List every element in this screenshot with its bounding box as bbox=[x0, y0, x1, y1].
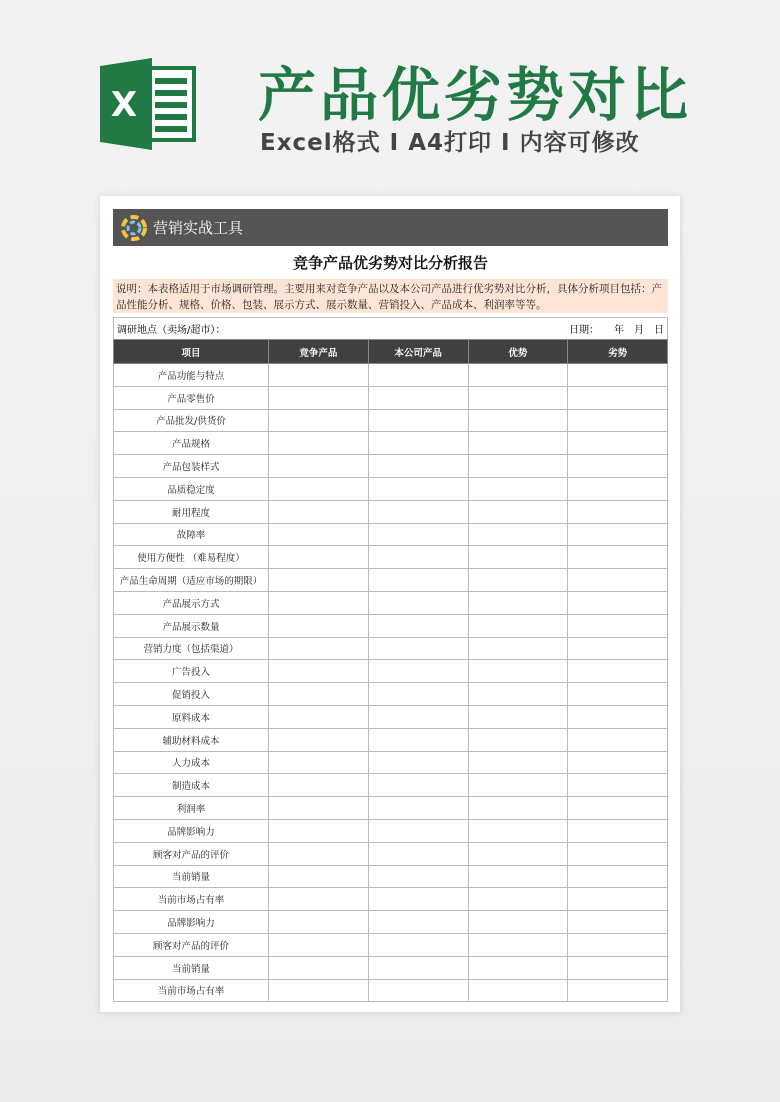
table-cell[interactable] bbox=[468, 591, 568, 614]
row-label: 产品包装样式 bbox=[114, 455, 269, 478]
table-cell[interactable] bbox=[269, 500, 369, 523]
table-row bbox=[114, 819, 668, 842]
row-label: 当前市场占有率 bbox=[114, 979, 269, 1002]
table-cell[interactable] bbox=[269, 637, 369, 660]
table-cell[interactable] bbox=[368, 569, 468, 592]
table-cell[interactable] bbox=[269, 432, 369, 455]
table-cell[interactable] bbox=[568, 979, 668, 1002]
table-row bbox=[114, 888, 668, 911]
table-cell[interactable] bbox=[269, 774, 369, 797]
table-cell[interactable] bbox=[568, 637, 668, 660]
comparison-table bbox=[113, 339, 668, 1002]
row-label: 辅助材料成本 bbox=[114, 728, 269, 751]
table-cell[interactable] bbox=[468, 751, 568, 774]
table-cell[interactable] bbox=[269, 523, 369, 546]
row-label: 产品批发/供货价 bbox=[114, 409, 269, 432]
page-title: 产品优劣势对比 bbox=[258, 61, 693, 129]
table-row bbox=[114, 477, 668, 500]
table-cell[interactable] bbox=[368, 705, 468, 728]
table-cell[interactable] bbox=[368, 386, 468, 409]
table-cell[interactable] bbox=[368, 683, 468, 706]
table-cell[interactable] bbox=[568, 797, 668, 820]
row-label: 促销投入 bbox=[114, 683, 269, 706]
table-cell[interactable] bbox=[368, 614, 468, 637]
column-header: 优势 bbox=[468, 340, 568, 364]
row-label: 故障率 bbox=[114, 523, 269, 546]
table-row bbox=[114, 956, 668, 979]
table-cell[interactable] bbox=[368, 956, 468, 979]
table-cell[interactable] bbox=[568, 842, 668, 865]
row-label: 品质稳定度 bbox=[114, 477, 269, 500]
column-header: 劣势 bbox=[568, 340, 668, 364]
table-cell[interactable] bbox=[468, 364, 568, 387]
table-cell[interactable] bbox=[368, 911, 468, 934]
table-row bbox=[114, 865, 668, 888]
table-row bbox=[114, 933, 668, 956]
table-cell[interactable] bbox=[568, 500, 668, 523]
table-cell[interactable] bbox=[568, 569, 668, 592]
table-cell[interactable] bbox=[568, 477, 668, 500]
table-cell[interactable] bbox=[568, 751, 668, 774]
row-label: 原料成本 bbox=[114, 705, 269, 728]
table-cell[interactable] bbox=[568, 364, 668, 387]
table-cell[interactable] bbox=[368, 591, 468, 614]
table-cell[interactable] bbox=[269, 660, 369, 683]
table-cell[interactable] bbox=[269, 933, 369, 956]
info-row bbox=[113, 317, 668, 339]
row-label: 耐用程度 bbox=[114, 500, 269, 523]
table-cell[interactable] bbox=[269, 842, 369, 865]
table-cell[interactable] bbox=[368, 842, 468, 865]
table-row bbox=[114, 569, 668, 592]
table-cell[interactable] bbox=[468, 500, 568, 523]
table-row bbox=[114, 911, 668, 934]
brand-name: 营销实战工具 bbox=[153, 219, 244, 237]
table-cell[interactable] bbox=[269, 865, 369, 888]
table-row bbox=[114, 546, 668, 569]
table-cell[interactable] bbox=[368, 409, 468, 432]
row-label: 当前销量 bbox=[114, 956, 269, 979]
row-label: 品牌影响力 bbox=[114, 911, 269, 934]
table-cell[interactable] bbox=[568, 614, 668, 637]
table-cell[interactable] bbox=[468, 705, 568, 728]
table-cell[interactable] bbox=[368, 455, 468, 478]
table-row bbox=[114, 797, 668, 820]
table-row bbox=[114, 774, 668, 797]
table-cell[interactable] bbox=[568, 546, 668, 569]
row-label: 广告投入 bbox=[114, 660, 269, 683]
table-cell[interactable] bbox=[269, 591, 369, 614]
table-cell[interactable] bbox=[468, 728, 568, 751]
table-cell[interactable] bbox=[269, 979, 369, 1002]
table-cell[interactable] bbox=[468, 455, 568, 478]
table-cell[interactable] bbox=[368, 979, 468, 1002]
row-label: 产品生命周期（适应市场的期限） bbox=[114, 569, 269, 592]
table-row bbox=[114, 842, 668, 865]
table-cell[interactable] bbox=[368, 751, 468, 774]
table-row bbox=[114, 455, 668, 478]
table-cell[interactable] bbox=[368, 933, 468, 956]
table-cell[interactable] bbox=[468, 386, 568, 409]
table-row bbox=[114, 751, 668, 774]
table-cell[interactable] bbox=[269, 683, 369, 706]
table-cell[interactable] bbox=[568, 728, 668, 751]
table-row bbox=[114, 386, 668, 409]
table-cell[interactable] bbox=[468, 842, 568, 865]
table-cell[interactable] bbox=[368, 888, 468, 911]
table-row bbox=[114, 705, 668, 728]
row-label: 营销力度（包括渠道） bbox=[114, 637, 269, 660]
table-cell[interactable] bbox=[468, 911, 568, 934]
table-cell[interactable] bbox=[568, 933, 668, 956]
table-cell[interactable] bbox=[468, 819, 568, 842]
table-cell[interactable] bbox=[568, 911, 668, 934]
table-cell[interactable] bbox=[568, 409, 668, 432]
table-cell[interactable] bbox=[568, 432, 668, 455]
page-subtitle: Excel格式 I A4打印 I 内容可修改 bbox=[260, 130, 640, 156]
table-row bbox=[114, 683, 668, 706]
table-cell[interactable] bbox=[269, 386, 369, 409]
table-cell[interactable] bbox=[568, 865, 668, 888]
table-cell[interactable] bbox=[568, 591, 668, 614]
table-cell[interactable] bbox=[269, 728, 369, 751]
table-cell[interactable] bbox=[468, 888, 568, 911]
table-cell[interactable] bbox=[468, 546, 568, 569]
table-cell[interactable] bbox=[368, 546, 468, 569]
table-cell[interactable] bbox=[269, 751, 369, 774]
table-cell[interactable] bbox=[568, 455, 668, 478]
table-cell[interactable] bbox=[269, 455, 369, 478]
row-label: 制造成本 bbox=[114, 774, 269, 797]
table-row bbox=[114, 728, 668, 751]
table-cell[interactable] bbox=[368, 728, 468, 751]
row-label: 产品展示数量 bbox=[114, 614, 269, 637]
table-cell[interactable] bbox=[269, 546, 369, 569]
date-label: 日期： 年 月 日 bbox=[569, 325, 664, 336]
table-cell[interactable] bbox=[368, 774, 468, 797]
table-cell[interactable] bbox=[368, 477, 468, 500]
table-cell[interactable] bbox=[568, 523, 668, 546]
table-cell[interactable] bbox=[269, 797, 369, 820]
table-cell[interactable] bbox=[468, 614, 568, 637]
table-cell[interactable] bbox=[368, 500, 468, 523]
brand-logo-icon bbox=[121, 215, 147, 241]
table-cell[interactable] bbox=[269, 614, 369, 637]
table-row bbox=[114, 637, 668, 660]
row-label: 品牌影响力 bbox=[114, 819, 269, 842]
excel-icon bbox=[100, 58, 198, 150]
table-cell[interactable] bbox=[269, 705, 369, 728]
brand-bar bbox=[113, 209, 668, 246]
table-cell[interactable] bbox=[269, 569, 369, 592]
table-cell[interactable] bbox=[468, 477, 568, 500]
document-preview bbox=[100, 196, 680, 1012]
table-cell[interactable] bbox=[468, 797, 568, 820]
table-row bbox=[114, 500, 668, 523]
table-cell[interactable] bbox=[368, 819, 468, 842]
row-label: 顾客对产品的评价 bbox=[114, 933, 269, 956]
table-row bbox=[114, 591, 668, 614]
table-cell[interactable] bbox=[468, 660, 568, 683]
svg-text:X: X bbox=[110, 85, 138, 125]
table-cell[interactable] bbox=[368, 660, 468, 683]
table-cell[interactable] bbox=[368, 432, 468, 455]
table-cell[interactable] bbox=[468, 409, 568, 432]
table-cell[interactable] bbox=[468, 774, 568, 797]
row-label: 顾客对产品的评价 bbox=[114, 842, 269, 865]
table-cell[interactable] bbox=[368, 865, 468, 888]
table-cell[interactable] bbox=[568, 705, 668, 728]
table-cell[interactable] bbox=[368, 523, 468, 546]
table-cell[interactable] bbox=[568, 819, 668, 842]
table-row bbox=[114, 409, 668, 432]
table-cell[interactable] bbox=[468, 523, 568, 546]
row-label: 利润率 bbox=[114, 797, 269, 820]
row-label: 当前市场占有率 bbox=[114, 888, 269, 911]
table-cell[interactable] bbox=[269, 888, 369, 911]
table-cell[interactable] bbox=[468, 865, 568, 888]
column-header: 竞争产品 bbox=[269, 340, 369, 364]
table-row bbox=[114, 364, 668, 387]
table-cell[interactable] bbox=[568, 888, 668, 911]
table-cell[interactable] bbox=[368, 797, 468, 820]
table-cell[interactable] bbox=[468, 979, 568, 1002]
table-cell[interactable] bbox=[468, 637, 568, 660]
table-cell[interactable] bbox=[468, 933, 568, 956]
table-cell[interactable] bbox=[269, 956, 369, 979]
row-label: 使用方便性 （难易程度） bbox=[114, 546, 269, 569]
table-cell[interactable] bbox=[468, 956, 568, 979]
table-cell[interactable] bbox=[568, 660, 668, 683]
table-cell[interactable] bbox=[468, 683, 568, 706]
row-label: 当前销量 bbox=[114, 865, 269, 888]
table-cell[interactable] bbox=[368, 364, 468, 387]
table-cell[interactable] bbox=[269, 477, 369, 500]
table-cell[interactable] bbox=[568, 956, 668, 979]
table-cell[interactable] bbox=[468, 432, 568, 455]
row-label: 产品规格 bbox=[114, 432, 269, 455]
report-note: 说明：本表格适用于市场调研管理。主要用来对竞争产品以及本公司产品进行优劣势对比分析，具体分析项目包括：产品性能分析、规格、价格、包装、展示方式、展示数量、营销投入、产品成本、利润率等等。 bbox=[113, 279, 668, 313]
table-cell[interactable] bbox=[468, 569, 568, 592]
table-cell[interactable] bbox=[269, 819, 369, 842]
table-row bbox=[114, 614, 668, 637]
table-cell[interactable] bbox=[269, 409, 369, 432]
column-header: 本公司产品 bbox=[368, 340, 468, 364]
table-row bbox=[114, 979, 668, 1002]
table-row bbox=[114, 523, 668, 546]
report-title: 竞争产品优劣势对比分析报告 bbox=[292, 254, 488, 272]
column-header: 项目 bbox=[114, 340, 269, 364]
table-row bbox=[114, 660, 668, 683]
row-label: 人力成本 bbox=[114, 751, 269, 774]
table-row bbox=[114, 432, 668, 455]
row-label: 产品功能与特点 bbox=[114, 364, 269, 387]
table-cell[interactable] bbox=[269, 911, 369, 934]
table-cell[interactable] bbox=[269, 364, 369, 387]
table-cell[interactable] bbox=[568, 683, 668, 706]
table-cell[interactable] bbox=[568, 386, 668, 409]
location-label: 调研地点（卖场/超市）： bbox=[117, 325, 226, 336]
table-cell[interactable] bbox=[368, 637, 468, 660]
row-label: 产品零售价 bbox=[114, 386, 269, 409]
table-cell[interactable] bbox=[568, 774, 668, 797]
row-label: 产品展示方式 bbox=[114, 591, 269, 614]
